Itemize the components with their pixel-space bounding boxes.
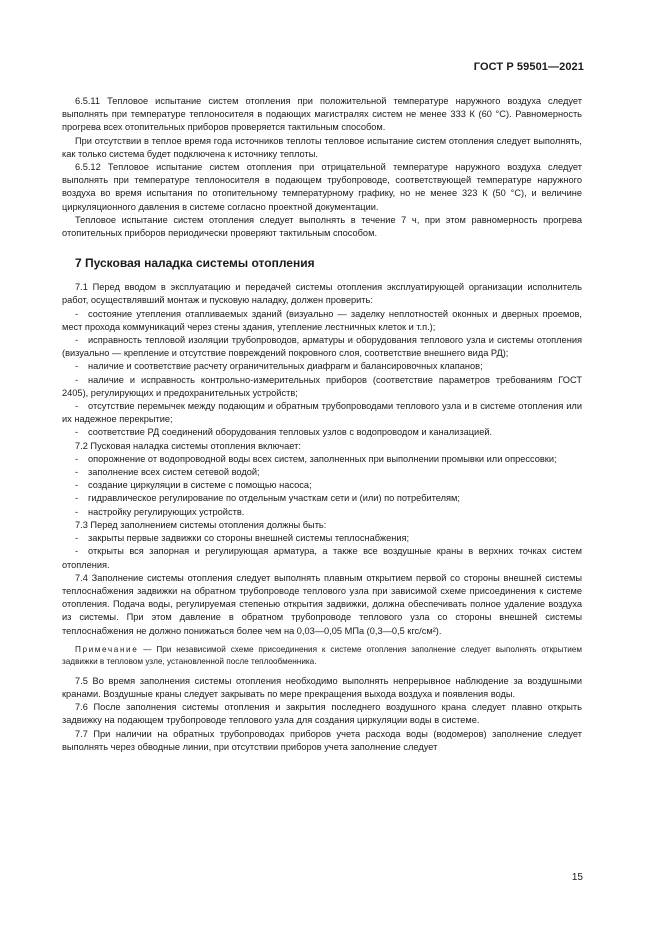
list-marker: - bbox=[75, 401, 79, 412]
paragraph-7-4: 7.4 Заполнение системы отопления следует выполнять плавным открытием первой со стороны внешней системы теплоснабжения задвижки на обратном трубопроводе теплового узла при зависимой схеме присоединения к системе отопления. Подача воды, регулируемая степенью открытия задвижки, должна обеспечивать полное удаление воздуха из системы. При этом давление в обратном трубопроводе теплового узла со стороны внешней системы теплоснабжения не должно понижаться более чем на 0,03—0,05 МПа (0,3—0,5 кгс/см²). bbox=[62, 572, 582, 636]
list-marker: - bbox=[75, 533, 79, 544]
paragraph-7-5: 7.5 Во время заполнения системы отопления необходимо выполнять непрерывное наблюдение за воздушными кранами. Воздушные краны следует закрывать по мере прекращения выхода воздуха и появления воды. bbox=[62, 675, 582, 699]
list-item-text: настройку регулирующих устройств. bbox=[88, 506, 245, 517]
list-item bbox=[62, 426, 582, 439]
list-item-text: заполнение всех систем сетевой водой; bbox=[88, 467, 260, 478]
paragraph-7-6: 7.6 После заполнения системы отопления и закрытия последнего воздушного крана следует плавно открыть задвижку на подающем трубопроводе теплового узла для создания циркуляции воды в системе. bbox=[62, 702, 582, 726]
list-item-text: опорожнение от водопроводной воды всех систем, заполненных при выполнении промывки или опрессовки; bbox=[88, 453, 557, 464]
list-marker: - bbox=[75, 467, 79, 478]
list-item-text: закрыты первые задвижки со стороны внешней системы теплоснабжения; bbox=[88, 533, 410, 544]
note-text: — При независимой схеме присоединения к системе отопления заполнение следует выполнять открытием задвижки в тепловом узле, установленной после теплообменника. bbox=[62, 644, 582, 667]
list-item-text: гидравлическое регулирование по отдельным участкам сети и (или) по потребителям; bbox=[88, 493, 460, 504]
list-marker: - bbox=[75, 308, 79, 319]
list-item bbox=[62, 545, 582, 571]
list-item-text: создание циркуляции в системе с помощью насоса; bbox=[88, 480, 312, 491]
list-item-text: соответствие РД соединений оборудования тепловых узлов с водопроводом и канализацией. bbox=[88, 427, 493, 438]
list-item bbox=[62, 479, 582, 492]
paragraph-7-3: 7.3 Перед заполнением системы отопления должны быть: bbox=[75, 519, 327, 530]
paragraph-6-5-12: 6.5.12 Тепловое испытание систем отопления при отрицательной температуре наружного воздуха следует выполнять при температуре теплоносителя в подающем трубопроводе, соответствующей температуре наружного воздуха во время испытания по отопительному температурному графику, но не менее 323 К (50 °С), и величине циркуляционного давления в системе согласно проектной документации. bbox=[62, 162, 582, 212]
paragraph-7-1: 7.1 Перед вводом в эксплуатацию и передачей системы отопления эксплуатирующей организации исполнитель работ, осуществлявший монтаж и пусковую наладку, должен проверить: bbox=[62, 282, 582, 306]
list-item-text: состояние утепления отапливаемых зданий (визуально — заделку неплотностей оконных и дверных проемов, мест прохода коммуникаций через стены здания, утепление лестничных клеток и т.п.); bbox=[62, 308, 582, 332]
list-marker: - bbox=[75, 361, 79, 372]
paragraph-7-7: 7.7 При наличии на обратных трубопроводах приборов учета расхода воды (водомеров) заполнение следует выполнять через обводные линии, при отсутствии приборов учета заполнение следует bbox=[62, 728, 582, 752]
note-label: Примечание bbox=[75, 644, 139, 654]
list-marker: - bbox=[75, 480, 79, 491]
list-item bbox=[62, 334, 582, 360]
list-item-text: исправность тепловой изоляции трубопроводов, арматуры и оборудования теплового узла и системы отопления (визуально — крепление и отсутствие повреждений покровного слоя, соответствие внешнего вида РД); bbox=[62, 335, 582, 359]
paragraph-7-2: 7.2 Пусковая наладка системы отопления включает: bbox=[75, 440, 301, 451]
list-marker: - bbox=[75, 374, 79, 385]
list-item bbox=[62, 308, 582, 334]
list-item bbox=[62, 532, 582, 545]
list-item-text: открыты вся запорная и регулирующая арматура, а также все воздушные краны в верхних точках систем отопления. bbox=[62, 546, 582, 570]
list-item-text: наличие и соответствие расчету ограничительных диафрагм и балансировочных клапанов; bbox=[88, 361, 483, 372]
list-marker: - bbox=[75, 453, 79, 464]
list-item bbox=[62, 492, 582, 505]
paragraph-no-heat-source: При отсутствии в теплое время года источников теплоты тепловое испытание систем отопления следует выполнять, как только система будет подключена к источнику теплоты. bbox=[62, 135, 582, 159]
paragraph-6-5-11: 6.5.11 Тепловое испытание систем отопления при положительной температуре наружного воздуха следует выполнять при температуре теплоносителя в подающих магистралях систем не менее 333 К (60 °С). Равномерность прогрева всех отопительных приборов проверяется тактильным способом. bbox=[62, 96, 582, 133]
list-marker: - bbox=[75, 493, 79, 504]
list-item-text: отсутствие перемычек между подающим и обратным трубопроводами теплового узла и в системе отопления или их надежное перекрытие; bbox=[62, 401, 582, 425]
list-item bbox=[62, 466, 582, 479]
list-marker: - bbox=[75, 546, 79, 557]
list-item bbox=[62, 453, 582, 466]
list-item bbox=[62, 360, 582, 373]
list-item bbox=[62, 506, 582, 519]
page-number: 15 bbox=[571, 872, 583, 883]
list-item bbox=[62, 400, 582, 426]
list-marker: - bbox=[75, 335, 79, 346]
paragraph-test-duration: Тепловое испытание систем отопления следует выполнять в течение 7 ч, при этом равномерность прогрева отопительных приборов периодически проверяют тактильным способом. bbox=[62, 214, 582, 239]
list-marker: - bbox=[75, 506, 79, 517]
document-body bbox=[62, 95, 582, 754]
list-marker: - bbox=[75, 427, 79, 438]
list-item-text: наличие и исправность контрольно-измерительных приборов (соответствие параметров требованиям ГОСТ 2405), регулирующих и предохранительных устройств; bbox=[62, 374, 582, 398]
section-title: 7 Пусковая наладка системы отопления bbox=[75, 256, 315, 271]
list-item bbox=[62, 374, 582, 400]
document-code: ГОСТ Р 59501—2021 bbox=[473, 61, 584, 73]
note bbox=[62, 644, 582, 669]
